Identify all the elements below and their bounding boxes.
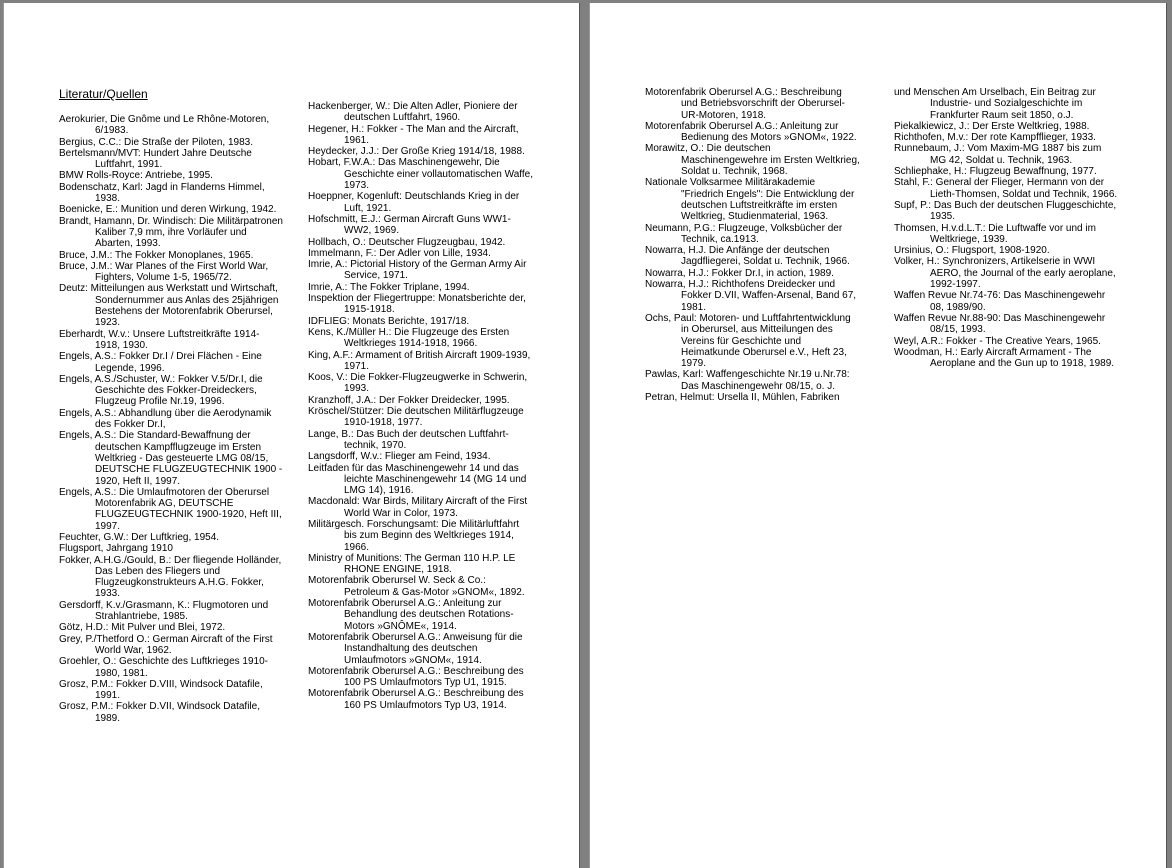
bibliography-entry: Hollbach, O.: Deutscher Flugzeugbau, 1942. [308, 236, 506, 248]
bibliography-entry: Engels, A.S./Schuster, W.: Fokker V.5/Dr.I, die Geschichte des Fokker-Dreideckers, Flugzeug Profile Nr.19, 1996. [59, 373, 263, 408]
bibliography-entry: Motorenfabrik Oberursel A.G.: Anleitung zur Bedienung des Motors »GNOM«, 1922. [645, 120, 857, 144]
bibliography-entry: Groehler, O.: Geschichte des Luftkrieges 1910-1980, 1981. [59, 656, 268, 679]
bibliography-entry: Ochs, Paul: Motoren- und Luftfahrtentwicklung in Oberursel, aus Mitteilungen des Vereins für Geschichte und Heimatkunde Oberursel e.V., Heft 23, 1979. [645, 312, 851, 370]
bibliography-entry: Brandt, Hamann, Dr. Windisch: Die Militärpatronen Kaliber 7,9 mm, ihre Vorläufer und Abarten, 1993. [59, 215, 283, 250]
bibliography-entry: Imrie, A.: The Fokker Triplane, 1994. [308, 281, 470, 293]
bibliography-entry: Thomsen, H.v.d.L.T.: Die Luftwaffe vor und im Weltkriege, 1939. [894, 222, 1096, 245]
bibliography-entry: BMW Rolls-Royce: Antriebe, 1995. [59, 170, 213, 182]
bibliography-entry: Stahl, F.: General der Flieger, Hermann von der Lieth-Thomsen, Soldat und Technik, 1966. [894, 177, 1118, 200]
bibliography-entry: Motorenfabrik Oberursel A.G.: Beschreibung des 160 PS Umlaufmotors Typ U3, 1914. [308, 688, 524, 711]
bibliography-entry: Grosz, P.M.: Fokker D.VIII, Windsock Datafile, 1991. [59, 678, 263, 702]
bibliography-entry: Macdonald: War Birds, Military Aircraft of the First World War in Color, 1973. [308, 496, 528, 519]
bibliography-entry: Waffen Revue Nr.74-76: Das Maschinengewehr 08, 1989/90. [894, 290, 1106, 313]
bibliography-entry: Kranzhoff, J.A.: Der Fokker Dreidecker, 1995. [308, 394, 510, 406]
bibliography-entry: und Menschen Am Urselbach, Ein Beitrag zur Industrie- und Sozialgeschichte im Frankfurter Raum seit 1850, o.J. [894, 87, 1096, 121]
bibliography-entry: Engels, A.S.: Fokker Dr.I / Drei Flächen - Eine Legende, 1996. [59, 351, 262, 374]
bibliography-entry: Leitfaden für das Maschinengewehr 14 und das leichte Maschinengewehr 14 (MG 14 und LMG 14), 1916. [308, 462, 527, 497]
bibliography-entry: Deutz: Mitteilungen aus Werkstatt und Wirtschaft, Sondernummer aus Anlas des 25jährigen Bestehens der Motorenfabrik Oberursel, 1923. [59, 283, 279, 329]
bibliography-entry: Inspektion der Fliegertruppe: Monatsberichte der, 1915-1918. [308, 293, 526, 316]
bibliography-entry: Bergius, C.C.: Die Straße der Piloten, 1983. [59, 136, 253, 148]
bibliography-entry: Götz, H.D.: Mit Pulver und Blei, 1972. [59, 622, 226, 634]
bibliography-entry: Immelmann, F.: Der Adler von Lille, 1934. [308, 247, 491, 259]
bibliography-entry: Hoeppner, Kogenluft: Deutschlands Krieg in der Luft, 1921. [308, 191, 520, 214]
bibliography-entry: Heydecker, J.J.: Der Große Krieg 1914/18, 1988. [308, 146, 525, 158]
bibliography-entry: Langsdorff, W.v.: Flieger am Feind, 1934. [308, 451, 491, 463]
bibliography-entry: Schliephake, H.: Flugzeug Bewaffnung, 1977. [894, 166, 1097, 178]
bibliography-entry: Nowarra, H.J. Die Anfänge der deutschen Jagdfliegerei, Soldat u. Technik, 1966. [645, 245, 850, 268]
bibliography-entry: Waffen Revue Nr.88-90: Das Maschinengewehr 08/15, 1993. [894, 312, 1106, 336]
right-page [590, 3, 1166, 868]
bibliography-entry: Hobart, F.W.A.: Das Maschinengewehr, Die Geschichte einer vollautomatischen Waffe, 1973. [308, 157, 533, 192]
page-heading: Literatur/Quellen [59, 87, 148, 101]
bibliography-entry: Bodenschatz, Karl: Jagd in Flanderns Himmel, 1938. [59, 181, 265, 205]
bibliography-entry: Engels, A.S.: Die Umlaufmotoren der Oberursel Motorenfabrik AG, DEUTSCHE FLUGZEUGTECHNIK 1900-1920, Heft III, 1997. [59, 486, 282, 532]
bibliography-entry: Hofschmitt, E.J.: German Aircraft Guns WW1-WW2, 1969. [308, 213, 511, 237]
bibliography-entry: Ministry of Munitions: The German 110 H.P. LE RHONE ENGINE, 1918. [308, 552, 516, 576]
bibliography-entry: Aerokurier, Die Gnôme und Le Rhône-Motoren, 6/1983. [59, 114, 270, 137]
bibliography-entry: Nowarra, H.J.: Fokker Dr.I, in action, 1989. [645, 267, 834, 279]
bibliography-entry: Engels, A.S.: Die Standard-Bewaffnung der deutschen Kampfflugzeuge im Ersten Weltkrieg - Das gesteuerte LMG 08/15, DEUTSCHE FLUGZEUGTECHNIK 1900 - 1920, Heft II, 1997. [59, 430, 283, 487]
bibliography-entry: Woodman, H.: Early Aircraft Armament - The Aeroplane and the Gun up to 1918, 1989. [894, 346, 1115, 370]
bibliography-column-1 [59, 87, 284, 724]
bibliography-entry: Neumann, P.G.: Flugzeuge, Volksbücher der Technik, ca.1913. [645, 222, 843, 245]
bibliography-entry: Feuchter, G.W.: Der Luftkrieg, 1954. [59, 531, 220, 543]
bibliography-entry: Fokker, A.H.G./Gould, B.: Der fliegende Holländer, Das Leben des Fliegers und Flugzeugkonstrukteurs A.H.G. Fokker, 1933. [59, 554, 282, 600]
bibliography-entry: Bertelsmann/MVT: Hundert Jahre Deutsche Luftfahrt, 1991. [59, 147, 252, 171]
bibliography-entry: Bruce, J.M.: War Planes of the First World War, Fighters, Volume 1-5, 1965/72. [59, 260, 269, 284]
bibliography-entry: Gersdorff, K.v./Grasmann, K.: Flugmotoren und Strahlantriebe, 1985. [59, 599, 269, 623]
bibliography-entry: Kens, K./Müller H.: Die Flugzeuge des Ersten Weltkrieges 1914-1918, 1966. [308, 326, 510, 350]
bibliography-entry: Petran, Helmut: Ursella II, Mühlen, Fabriken [645, 392, 840, 404]
bibliography-entry: Richthofen, M.v.: Der rote Kampfflieger, 1933. [894, 132, 1096, 144]
bibliography-entry: Volker, H.: Synchronizers, Artikelserie in WWI AERO, the Journal of the early aeroplane, 1992-1997. [894, 256, 1116, 291]
bibliography-entry: Motorenfabrik Oberursel W. Seck & Co.: Petroleum & Gas-Motor »GNOM«, 1892. [308, 575, 525, 598]
bibliography-entry: Bruce, J.M.: The Fokker Monoplanes, 1965. [59, 249, 254, 261]
bibliography-entry: Grey, P./Thetford O.: German Aircraft of the First World War, 1962. [59, 633, 273, 656]
bibliography-entry: IDFLIEG: Monats Berichte, 1917/18. [308, 315, 470, 327]
bibliography-entry: Lange, B.: Das Buch der deutschen Luftfahrt-technik, 1970. [308, 428, 509, 451]
left-page [4, 3, 579, 868]
bibliography-entry: Morawitz, O.: Die deutschen Maschinengewehre im Ersten Weltkrieg, Soldat u. Technik, 1968. [645, 143, 860, 178]
bibliography-entry: Imrie, A.: Pictorial History of the German Army Air Service, 1971. [308, 259, 527, 282]
bibliography-entry: Koos, V.: Die Fokker-Flugzeugwerke in Schwerin, 1993. [308, 372, 528, 395]
bibliography-entry: Kröschel/Stützer: Die deutschen Militärflugzeuge 1910-1918, 1977. [308, 406, 524, 429]
bibliography-entry: Supf, P.: Das Buch der deutschen Fluggeschichte, 1935. [894, 199, 1117, 223]
bibliography-entry: Engels, A.S.: Abhandlung über die Aerodynamik des Fokker Dr.I, [59, 407, 272, 431]
bibliography-column-2 [308, 101, 533, 711]
bibliography-entry: Grosz, P.M.: Fokker D.VII, Windsock Datafile, 1989. [59, 701, 260, 724]
bibliography-entry: Runnebaum, J.: Vom Maxim-MG 1887 bis zum MG 42, Soldat u. Technik, 1963. [894, 143, 1102, 166]
bibliography-entry: Pawlas, Karl: Waffengeschichte Nr.19 u.Nr.78: Das Maschinengewehr 08/15, o. J. [645, 369, 850, 392]
bibliography-entry: Eberhardt, W.v.: Unsere Luftstreitkräfte 1914-1918, 1930. [59, 328, 260, 351]
bibliography-entry: Ursinius, O.: Flugsport, 1908-1920. [894, 245, 1050, 257]
bibliography-entry: Boenicke, E.: Munition und deren Wirkung, 1942. [59, 204, 277, 216]
bibliography-entry: Motorenfabrik Oberursel A.G.: Anweisung für die Instandhaltung des deutschen Umlaufmotors »GNOM«, 1914. [308, 631, 523, 666]
bibliography-entry: Nowarra, H.J.: Richthofens Dreidecker und Fokker D.VII, Waffen-Arsenal, Band 67, 1981. [645, 279, 857, 313]
bibliography-entry: Flugsport, Jahrgang 1910 [59, 543, 173, 555]
bibliography-column-4 [894, 87, 1119, 369]
bibliography-entry: Militärgesch. Forschungsamt: Die Militärluftfahrt bis zum Beginn des Weltkrieges 1914, 1966. [308, 518, 520, 553]
bibliography-entry: Hegener, H.: Fokker - The Man and the Aircraft, 1961. [308, 123, 519, 146]
bibliography-entry: Piekalkiewicz, J.: Der Erste Weltkrieg, 1988. [894, 120, 1090, 132]
bibliography-entry: Motorenfabrik Oberursel A.G.: Beschreibung des 100 PS Umlaufmotors Typ U1, 1915. [308, 665, 524, 689]
bibliography-entry: Motorenfabrik Oberursel A.G.: Anleitung zur Behandlung des deutschen Rotations-Motors »GNÔME«, 1914. [308, 598, 514, 632]
bibliography-column-3 [645, 87, 860, 403]
bibliography-entry: Hackenberger, W.: Die Alten Adler, Pioniere der deutschen Luftfahrt, 1960. [308, 101, 518, 124]
bibliography-entry: King, A.F.: Armament of British Aircraft 1909-1939, 1971. [308, 349, 531, 372]
bibliography-entry: Motorenfabrik Oberursel A.G.: Beschreibung und Betriebsvorschrift der Oberursel-UR-Motoren, 1918. [645, 87, 845, 121]
bibliography-entry: Weyl, A.R.: Fokker - The Creative Years, 1965. [894, 335, 1101, 347]
bibliography-entry: Nationale Volksarmee Militärakademie "Friedrich Engels": Die Entwicklung der deutschen Luftstreitkräfte im ersten Weltkrieg, Studienmaterial, 1963. [645, 177, 855, 223]
